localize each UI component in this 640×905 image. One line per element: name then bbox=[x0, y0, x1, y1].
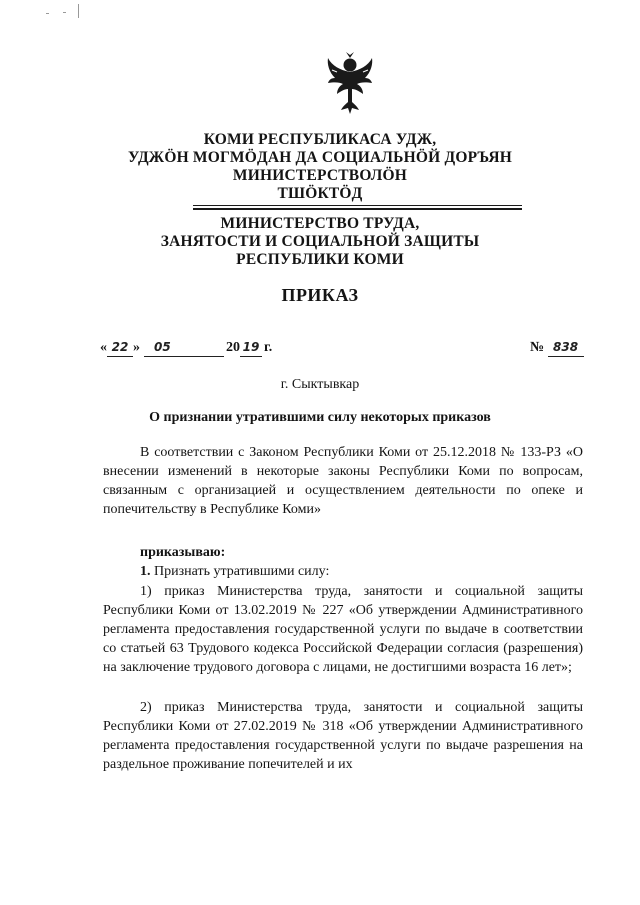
order-date bbox=[100, 340, 272, 357]
item-1-text: Признать утратившими силу: bbox=[150, 564, 330, 579]
header-komi-line: ТШӦКТӦД bbox=[277, 185, 363, 202]
header-ru-line: ЗАНЯТОСТИ И СОЦИАЛЬНОЙ ЗАЩИТЫ bbox=[160, 233, 480, 250]
date-year-suffix: 19 bbox=[240, 340, 262, 357]
scan-mark bbox=[78, 4, 79, 18]
scan-mark bbox=[46, 13, 49, 14]
date-year-unit: г. bbox=[264, 340, 273, 355]
coat-of-arms-emblem bbox=[326, 48, 374, 118]
header-komi bbox=[0, 131, 640, 203]
date-day: 22 bbox=[107, 340, 133, 357]
order-word: приказываю: bbox=[140, 545, 226, 560]
city: г. Сыктывкар bbox=[280, 377, 360, 392]
header-divider-bottom bbox=[193, 208, 522, 210]
date-year-prefix: 20 bbox=[226, 340, 240, 355]
date-close-quote: » bbox=[133, 340, 140, 355]
order-number bbox=[530, 340, 584, 357]
header-ru-line: МИНИСТЕРСТВО ТРУДА, bbox=[220, 215, 420, 232]
item-1-number: 1. bbox=[140, 564, 151, 579]
number-sign: № bbox=[530, 340, 545, 355]
header-komi-line: КОМИ РЕСПУБЛИКАСА УДЖ, bbox=[203, 131, 437, 148]
order-subject: О признании утратившими силу некоторых приказов bbox=[149, 410, 491, 425]
document-type-title: ПРИКАЗ bbox=[281, 285, 359, 305]
number-value: 838 bbox=[548, 340, 584, 357]
header-ru bbox=[0, 215, 640, 269]
scan-mark bbox=[63, 12, 66, 13]
date-month: 05 bbox=[144, 340, 224, 357]
header-divider-top bbox=[193, 205, 522, 206]
header-komi-line: УДЖӦН МОГМӦДАН ДА СОЦИАЛЬНӦЙ ДОРЪЯН bbox=[127, 149, 513, 166]
date-open-quote: « bbox=[100, 340, 107, 355]
item-1 bbox=[103, 562, 583, 581]
sub-item-1: 1) приказ Министерства труда, занятости и социальной защиты Республики Коми от 13.02.2019 № 227 «Об утверждении Административного регламента предоставления государственной услуги по выдаче в соответствии со статьей 63 Трудового кодекса Российской Федерации согласия (разрешения) на заключение трудового договора с лицами, не достигшими возраста 16 лет»; bbox=[103, 584, 583, 675]
preamble-paragraph: В соответствии с Законом Республики Коми от 25.12.2018 № 133-РЗ «О внесении изменений в некоторые законы Республики Коми по вопросам, связанным с организацией и осуществлением деятельности по опеке и попечительству в Республике Коми» bbox=[103, 445, 583, 517]
sub-item-2: 2) приказ Министерства труда, занятости и социальной защиты Республики Коми от 27.02.2019 № 318 «Об утверждении Административного регламента предоставления государственной услуги по выдаче разрешения на раздельное проживание попечителей и их bbox=[103, 700, 583, 772]
header-ru-line: РЕСПУБЛИКИ КОМИ bbox=[236, 251, 404, 268]
header-komi-line: МИНИСТЕРСТВОЛӦН bbox=[232, 167, 408, 184]
